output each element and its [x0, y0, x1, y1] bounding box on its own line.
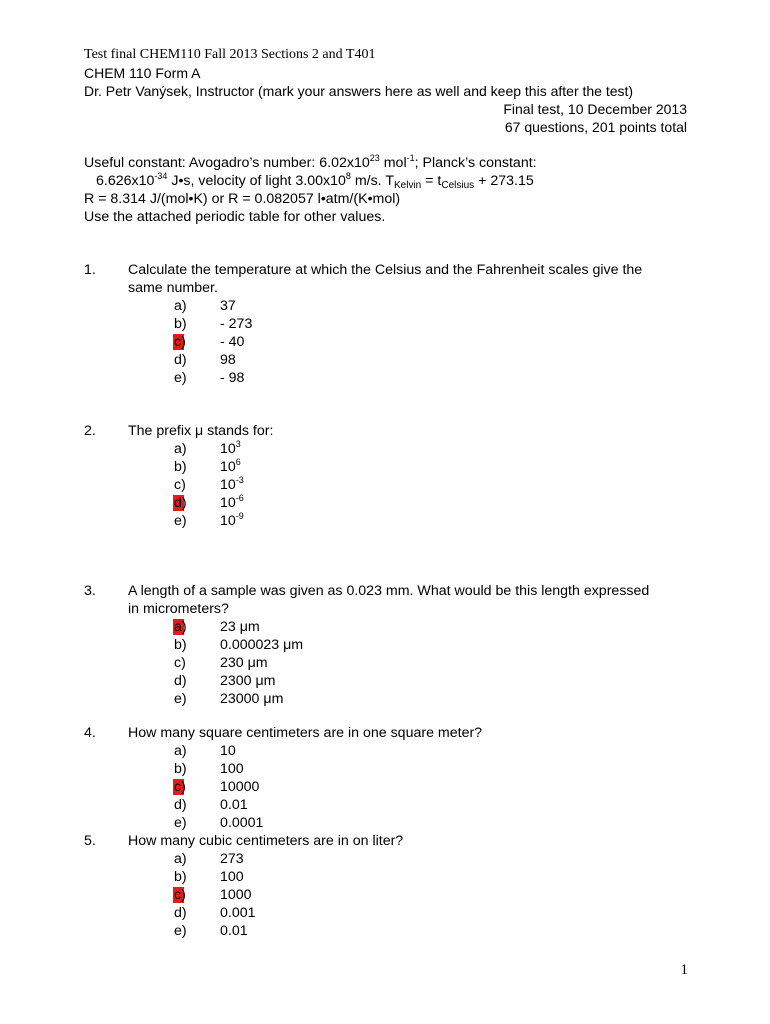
option-b[interactable]: b) $10^6$ [174, 457, 241, 475]
option-c[interactable]: c) 10000 [174, 779, 260, 795]
question-number: 2. [84, 423, 96, 439]
option-b[interactable]: b) 100 [174, 869, 244, 885]
course-header: Test final CHEM110 Fall 2013 Sections 2 and T401 [84, 47, 376, 62]
option-a[interactable]: a) 37 [174, 298, 236, 314]
question-text-cont: same number. [128, 280, 218, 296]
question-text-cont: in micrometers? [128, 601, 229, 617]
question-number: 5. [84, 833, 96, 849]
option-e[interactable]: e) 0.0001 [174, 815, 264, 831]
page-number: 1 [680, 962, 688, 978]
option-a[interactable]: a) 23 μm [174, 619, 260, 635]
question-number: 3. [84, 583, 96, 599]
constants-line-2: $6.626x10^{-34}$ J•s, velocity of light $3.00x10^8$ m/s. $T_{Kelvin} = t_{Celsius} + 273.15$ [96, 171, 534, 191]
gas-constant-line: R = 8.314 J/(mol•K) or R = 0.082057 l•atm/(K•mol) [84, 191, 401, 207]
question-count: 67 questions, 201 points total [504, 119, 687, 135]
question-text: A length of a sample was given as 0.023 mm. What would be this length expressed [128, 583, 650, 599]
constants-line-1: Useful constant: Avogadro’s number: $6.02x10^{23}$ mol$^{-1}$; Planck’s constant: [84, 153, 537, 171]
question-text: How many cubic centimeters are in on liter? [128, 833, 404, 849]
instructor-line: Dr. Petr Vanýsek, Instructor (mark your answers here as well and keep this after the test) [84, 83, 634, 99]
test-date: Final test, 10 December 2013 [503, 101, 687, 117]
option-b[interactable]: b) 100 [174, 761, 244, 777]
option-a[interactable]: a) $10^3$ [174, 439, 241, 457]
option-a[interactable]: a) 10 [174, 743, 236, 759]
option-c[interactable]: c) 1000 [174, 887, 252, 903]
question-number: 1. [84, 262, 96, 278]
question-text: Calculate the temperature at which the Celsius and the Fahrenheit scales give the [128, 262, 643, 278]
option-b[interactable]: b) 0.000023 μm [174, 637, 304, 653]
option-e[interactable]: e) $10^{-9}$ [174, 511, 244, 529]
periodic-table-note: Use the attached periodic table for other values. [84, 209, 386, 225]
option-d[interactable]: d) 2300 μm [174, 673, 276, 689]
option-c[interactable]: c) $10^{-3}$ [174, 475, 244, 493]
question-number: 4. [84, 725, 96, 741]
option-d[interactable]: d) 0.01 [174, 797, 248, 813]
option-e[interactable]: e) 0.01 [174, 923, 248, 939]
option-b[interactable]: b) - 273 [174, 316, 253, 332]
form-label: CHEM 110 Form A [84, 65, 201, 81]
option-e[interactable]: e) - 98 [174, 370, 245, 386]
option-a[interactable]: a) 273 [174, 851, 244, 867]
option-c[interactable]: c) 230 μm [174, 655, 268, 671]
question-text: How many square centimeters are in one square meter? [128, 725, 483, 741]
question-text: The prefix μ stands for: [128, 423, 274, 439]
option-d[interactable]: d) 98 [174, 352, 236, 368]
option-d[interactable]: d) 0.001 [174, 905, 256, 921]
option-e[interactable]: e) 23000 μm [174, 691, 284, 707]
option-d[interactable]: d) $10^{-6}$ [174, 493, 244, 511]
option-c[interactable]: c) - 40 [174, 334, 245, 350]
